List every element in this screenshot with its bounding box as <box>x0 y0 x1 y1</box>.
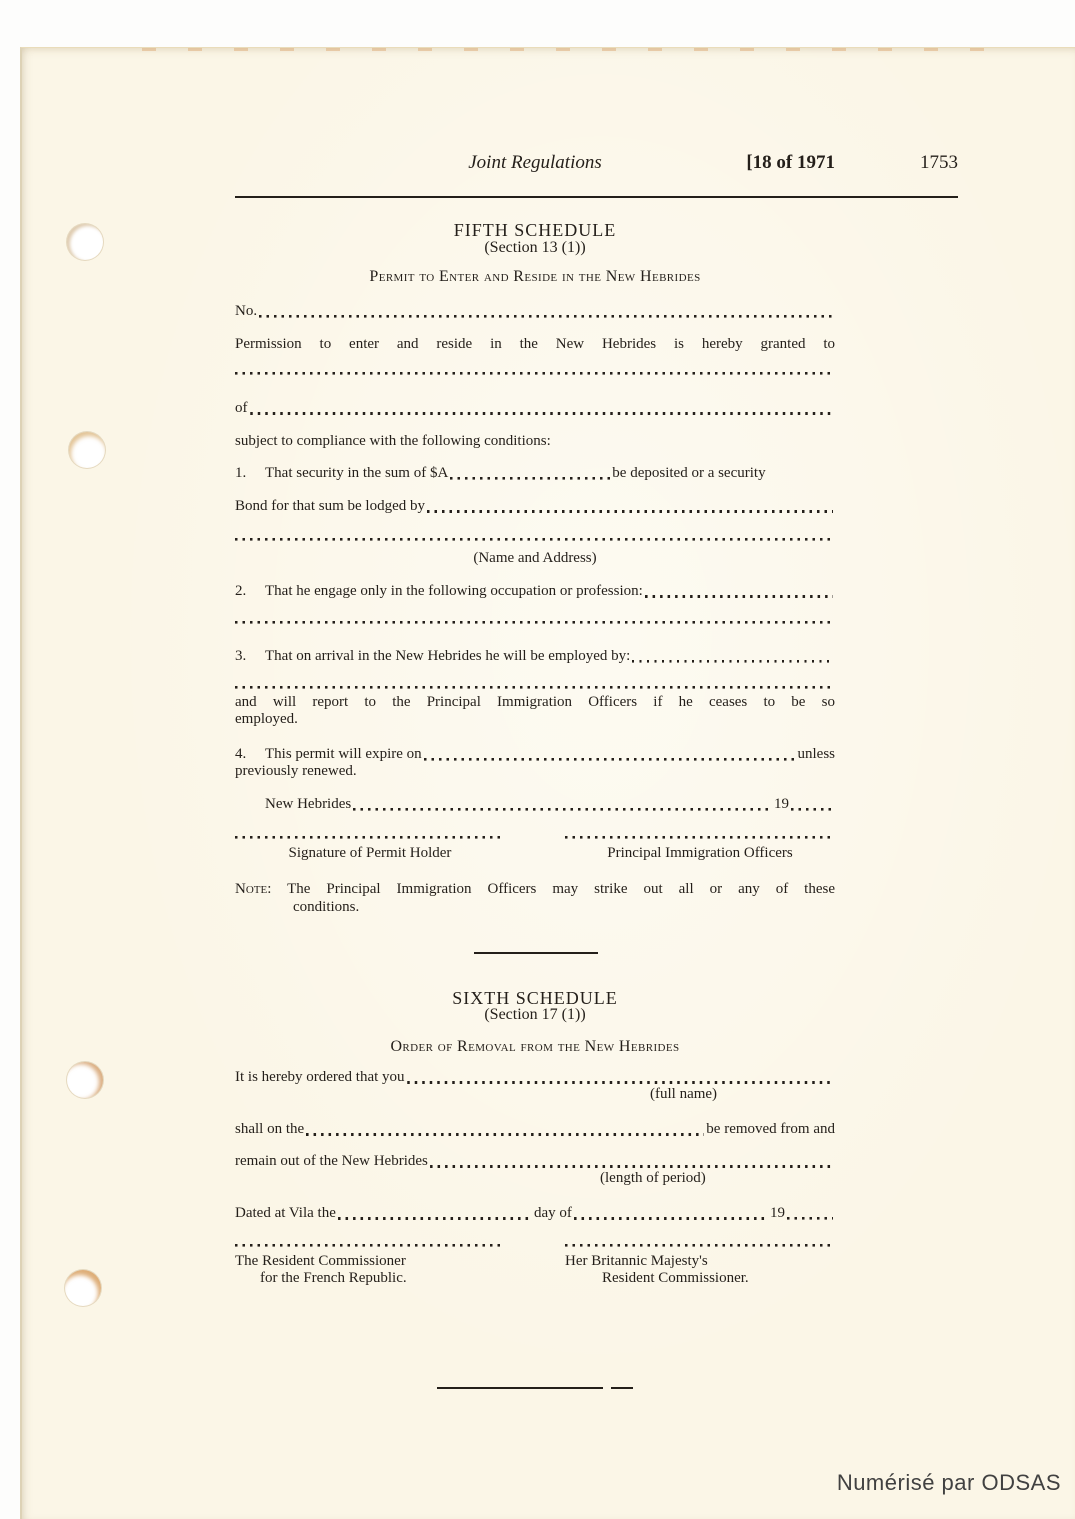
dotted-blank <box>353 808 772 811</box>
condition-2-text: That he engage only in the following occupation or profession: <box>265 583 643 599</box>
signature-label: The Resident Commissioner <box>235 1253 406 1269</box>
signature-label: for the French Republic. <box>260 1270 407 1286</box>
of-label: of <box>235 400 248 416</box>
signature-permit-holder <box>235 836 505 862</box>
removal-date-line <box>235 1121 835 1138</box>
signature-line <box>565 836 835 839</box>
caption-name-address: (Name and Address) <box>473 550 597 566</box>
year-label: 19 <box>774 796 789 812</box>
condition-1-cont-text: Bond for that sum be lodged by <box>235 498 425 514</box>
punch-hole <box>67 224 103 260</box>
condition-3 <box>235 648 835 665</box>
order-line <box>235 1069 835 1086</box>
dotted-blank <box>427 510 833 513</box>
dotted-blank <box>645 595 833 598</box>
punch-hole <box>67 1062 103 1098</box>
signature-line <box>565 1244 835 1247</box>
punch-hole <box>69 432 105 468</box>
dotted-blank <box>632 660 833 663</box>
condition-1-end: be deposited or a security <box>612 465 766 481</box>
date-line-new-hebrides <box>235 796 835 813</box>
dotted-blank <box>235 686 835 689</box>
list-item-number: 2. <box>235 583 247 599</box>
condition-4-end: unless <box>797 746 835 762</box>
form-line-no <box>235 303 835 320</box>
condition-1-cont <box>235 498 835 515</box>
signature-line <box>235 836 505 839</box>
dotted-blank <box>424 758 796 761</box>
condition-3-cont-line2: employed. <box>235 711 298 727</box>
punch-hole <box>65 1270 101 1306</box>
dotted-blank <box>430 1165 833 1168</box>
dotted-blank <box>235 372 835 375</box>
form-line-granted: Permission to enter and reside in the New Hebrides is hereby granted to <box>235 336 835 352</box>
watermark: Numérisé par ODSAS <box>836 1470 1061 1495</box>
dated-year: 19 <box>770 1205 785 1221</box>
signature-british-commissioner <box>565 1244 835 1287</box>
remain-text: remain out of the New Hebrides <box>235 1153 428 1169</box>
note-text: The Principal Immigration Officers may strike out all or any of these <box>287 881 836 897</box>
fifth-schedule-subtitle: Permit to Enter and Reside in the New Hebrides <box>369 268 701 285</box>
condition-1 <box>235 465 835 482</box>
sixth-schedule-section: (Section 17 (1)) <box>484 1006 586 1023</box>
dotted-blank <box>338 1217 532 1220</box>
signature-immigration-officers <box>565 836 835 862</box>
caption-full-name: (full name) <box>650 1086 718 1102</box>
signature-label: Her Britannic Majesty's <box>565 1253 708 1269</box>
fifth-schedule-title: FIFTH SCHEDULE <box>453 220 617 240</box>
signature-label: Principal Immigration Officers <box>607 845 793 861</box>
dotted-blank <box>235 538 835 541</box>
dated-mid: day of <box>533 1205 572 1221</box>
end-divider-dash <box>611 1387 633 1389</box>
citation: [18 of 1971 <box>746 152 835 173</box>
form-line-subject: subject to compliance with the following conditions: <box>235 433 551 449</box>
dotted-blank <box>259 315 833 318</box>
form-line-of <box>235 400 835 417</box>
condition-4 <box>235 746 835 763</box>
end-divider <box>437 1387 603 1389</box>
dotted-blank <box>787 1217 833 1220</box>
sixth-schedule-title: SIXTH SCHEDULE <box>452 988 618 1008</box>
signature-line <box>235 1244 505 1247</box>
list-item-number: 3. <box>235 648 247 664</box>
dotted-blank <box>407 1081 833 1084</box>
header-rule <box>235 196 958 198</box>
dotted-blank <box>450 477 610 480</box>
note-line1 <box>235 881 835 898</box>
fifth-schedule-section: (Section 13 (1)) <box>484 239 586 256</box>
no-label: No. <box>235 303 258 319</box>
condition-3-cont-line1: and will report to the Principal Immigration Officers if he ceases to be so <box>235 694 835 710</box>
sixth-schedule-subtitle: Order of Removal from the New Hebrides <box>390 1038 680 1055</box>
caption-length-of-period: (length of period) <box>600 1170 706 1186</box>
page-number: 1753 <box>920 152 958 173</box>
signature-french-commissioner <box>235 1244 505 1287</box>
place-label: New Hebrides <box>265 796 352 812</box>
list-item-number: 4. <box>235 746 247 762</box>
condition-4-cont: previously renewed. <box>235 763 357 779</box>
signature-block <box>235 1244 835 1287</box>
condition-1-text: That security in the sum of $A <box>265 465 449 481</box>
dotted-blank <box>250 412 834 415</box>
remain-line <box>235 1153 835 1170</box>
condition-4-text: This permit will expire on <box>265 746 422 762</box>
dotted-blank <box>574 1217 768 1220</box>
signature-label: Signature of Permit Holder <box>288 845 452 861</box>
page-header <box>235 152 958 178</box>
dotted-blank <box>791 808 833 811</box>
dated-text: Dated at Vila the <box>235 1205 336 1221</box>
signature-block <box>235 836 835 862</box>
condition-2 <box>235 583 835 600</box>
note-label: Note: <box>235 881 272 897</box>
shall-text: shall on the <box>235 1121 305 1137</box>
note-line2: conditions. <box>293 899 360 915</box>
shall-end: be removed from and <box>706 1121 835 1137</box>
dated-line <box>235 1205 835 1222</box>
dotted-blank <box>306 1133 704 1136</box>
section-divider <box>474 952 598 954</box>
signature-label: Resident Commissioner. <box>602 1270 749 1286</box>
dotted-blank <box>235 621 835 624</box>
condition-3-text: That on arrival in the New Hebrides he will be employed by: <box>265 648 631 664</box>
order-text: It is hereby ordered that you <box>235 1069 405 1085</box>
list-item-number: 1. <box>235 465 247 481</box>
journal-title: Joint Regulations <box>468 152 602 173</box>
